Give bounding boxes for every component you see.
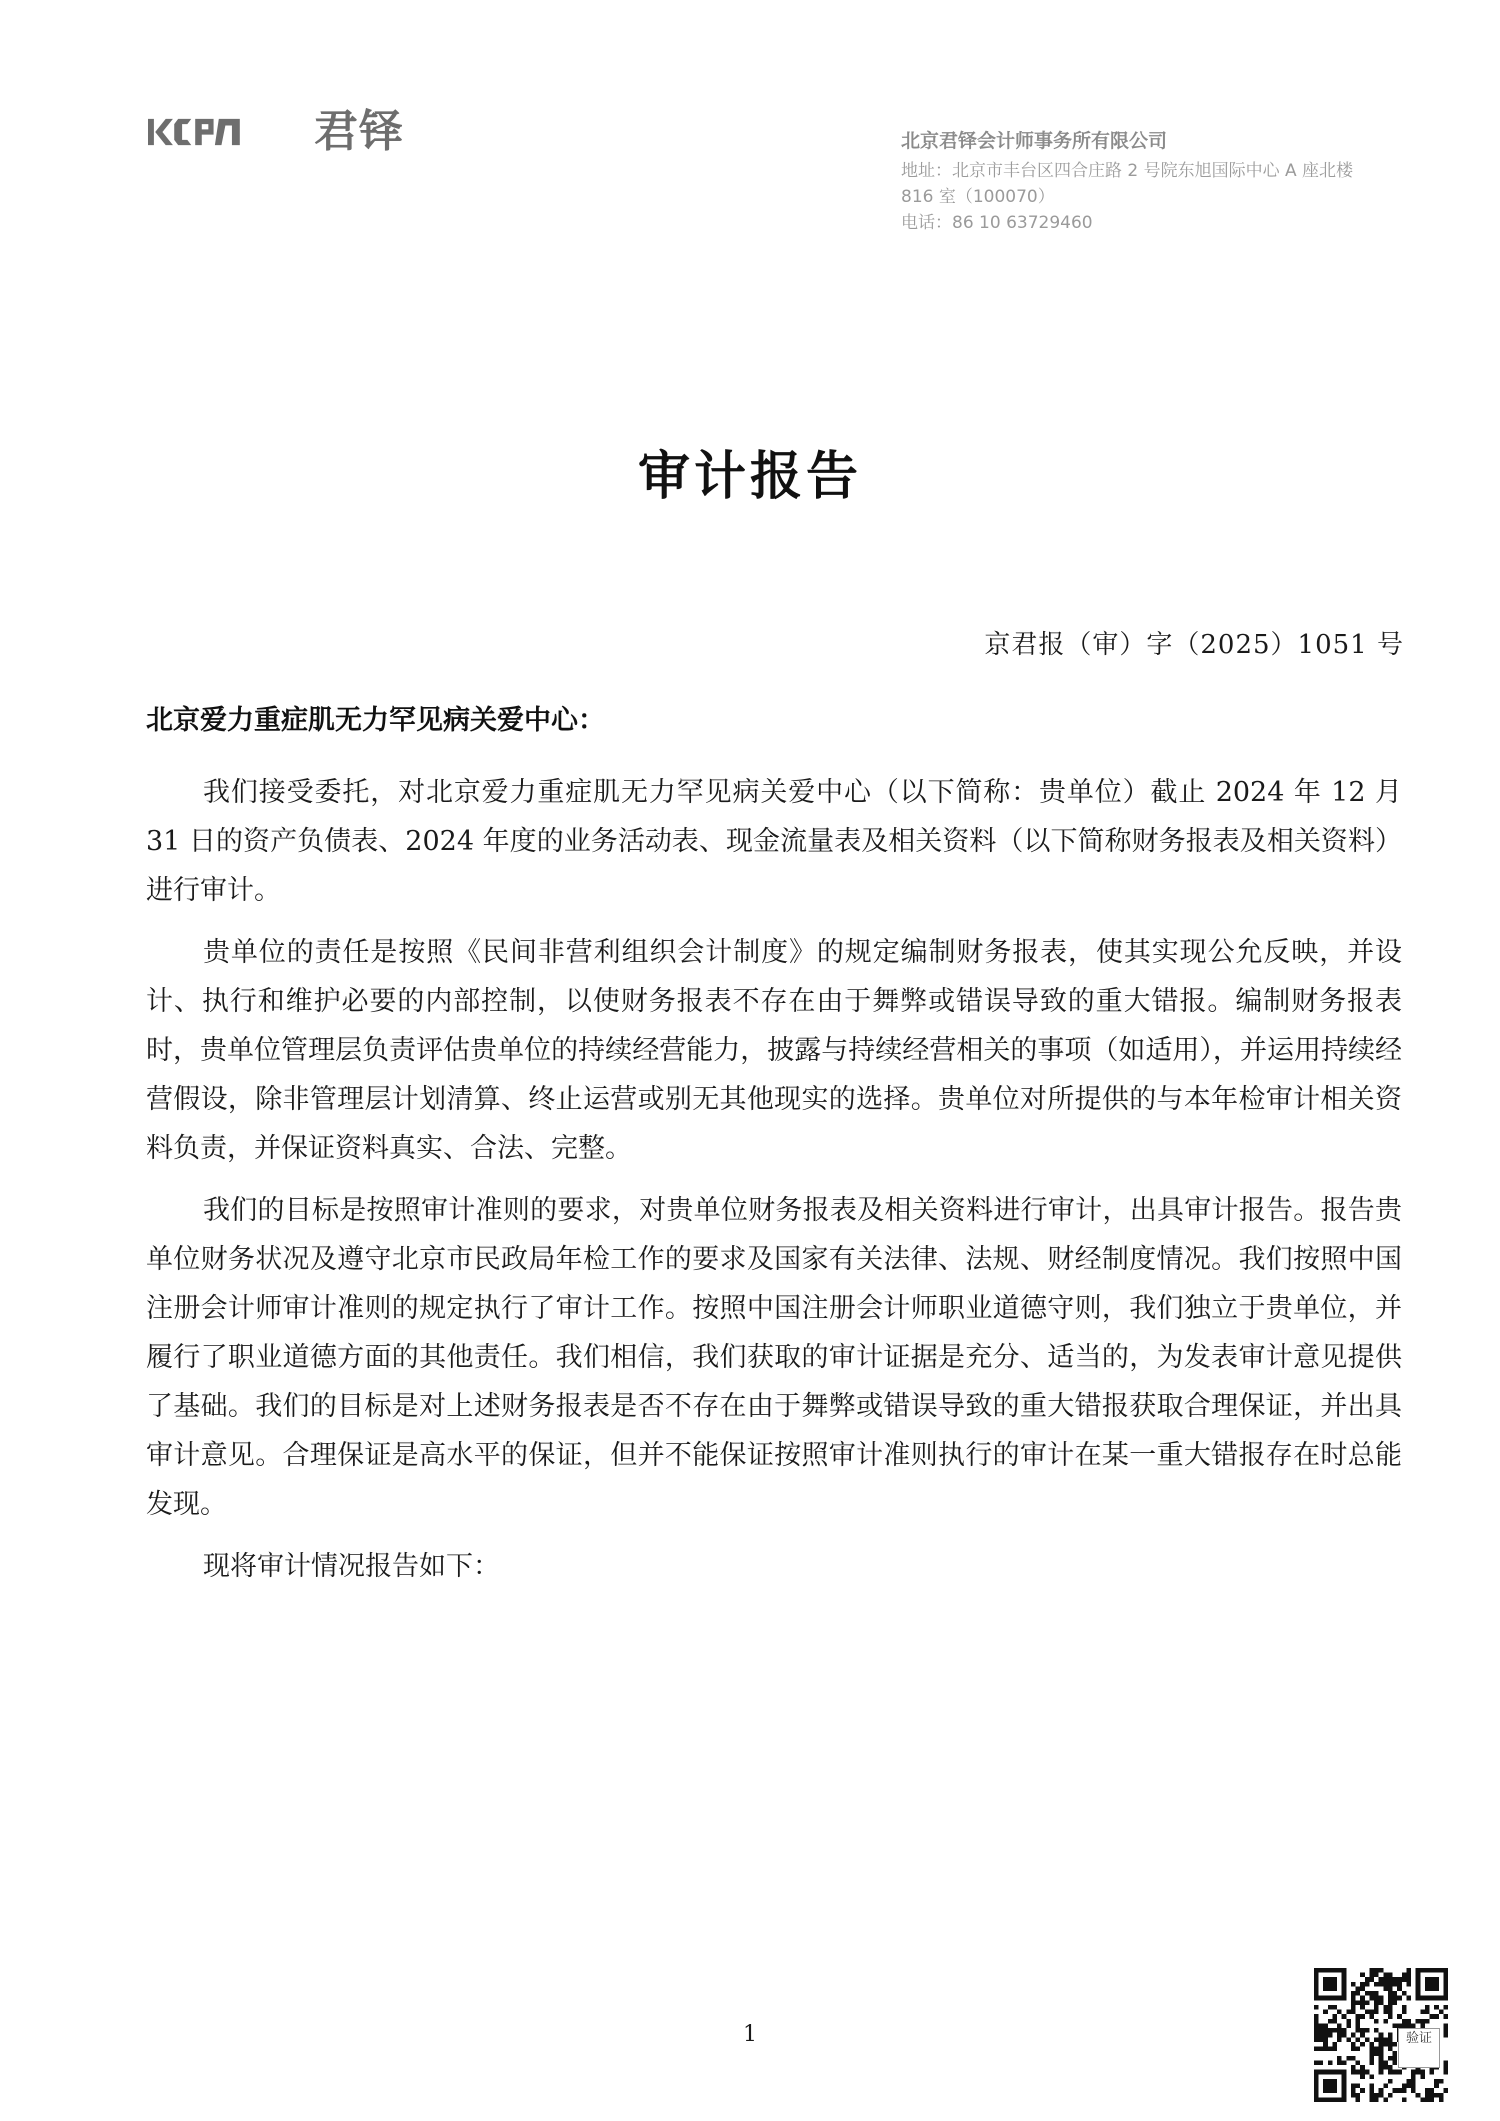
qr-verify-badge: 验证 <box>1398 2028 1440 2068</box>
firm-address-line2: 816 室（100070） <box>901 187 1055 207</box>
paragraph-objective: 我们的目标是按照审计准则的要求，对贵单位财务报表及相关资料进行审计，出具审计报告。报告贵单位财务状况及遵守北京市民政局年检工作的要求及国家有关法律、法规、财经制度情况。我们按照中国注册会计师审计准则的规定执行了审计工作。按照中国注册会计师职业道德守则，我们独立于贵单位，并履行了职业道德方面的其他责任。我们相信，我们获取的审计证据是充分、适当的，为发表审计意见提供了基础。我们的目标是对上述财务报表是否不存在由于舞弊或错误导致的重大错报获取合理保证，并出具审计意见。合理保证是高水平的保证，但并不能保证按照审计准则执行的审计在某一重大错报存在时总能发现。 <box>146 1195 1402 1520</box>
company-logo <box>148 108 404 156</box>
paragraph-intro: 现将审计情况报告如下： <box>203 1551 500 1582</box>
addressee: 北京爱力重症肌无力罕见病关爱中心： <box>146 705 605 736</box>
kpa-logo-mark <box>148 108 308 156</box>
paragraph-responsibility: 贵单位的责任是按照《民间非营利组织会计制度》的规定编制财务报表，使其实现公允反映，并设计、执行和维护必要的内部控制，以使财务报表不存在由于舞弊或错误导致的重大错报。编制财务报表时，贵单位管理层负责评估贵单位的持续经营能力，披露与持续经营相关的事项（如适用），并运用持续经营假设，除非管理层计划清算、终止运营或别无其他现实的选择。贵单位对所提供的与本年检审计相关资料负责，并保证资料真实、合法、完整。 <box>146 937 1402 1164</box>
paragraph-engagement: 我们接受委托，对北京爱力重症肌无力罕见病关爱中心（以下简称：贵单位）截止 2024 年 12 月 31 日的资产负债表、2024 年度的业务活动表、现金流量表及相关资料（以下简称财务报表及相关资料）进行审计。 <box>146 777 1402 906</box>
firm-address-line1: 地址：北京市丰台区四合庄路 2 号院东旭国际中心 A 座北楼 <box>901 161 1354 181</box>
firm-name: 北京君铎会计师事务所有限公司 <box>901 130 1168 152</box>
document-title: 审计报告 <box>637 447 862 507</box>
logo-text: 君铎 <box>314 106 404 157</box>
page-number: 1 <box>743 2022 757 2047</box>
firm-phone: 电话：86 10 63729460 <box>901 213 1093 233</box>
report-body <box>146 768 1402 1604</box>
document-number: 京君报（审）字（2025）1051 号 <box>984 630 1404 660</box>
firm-info <box>901 128 1421 236</box>
